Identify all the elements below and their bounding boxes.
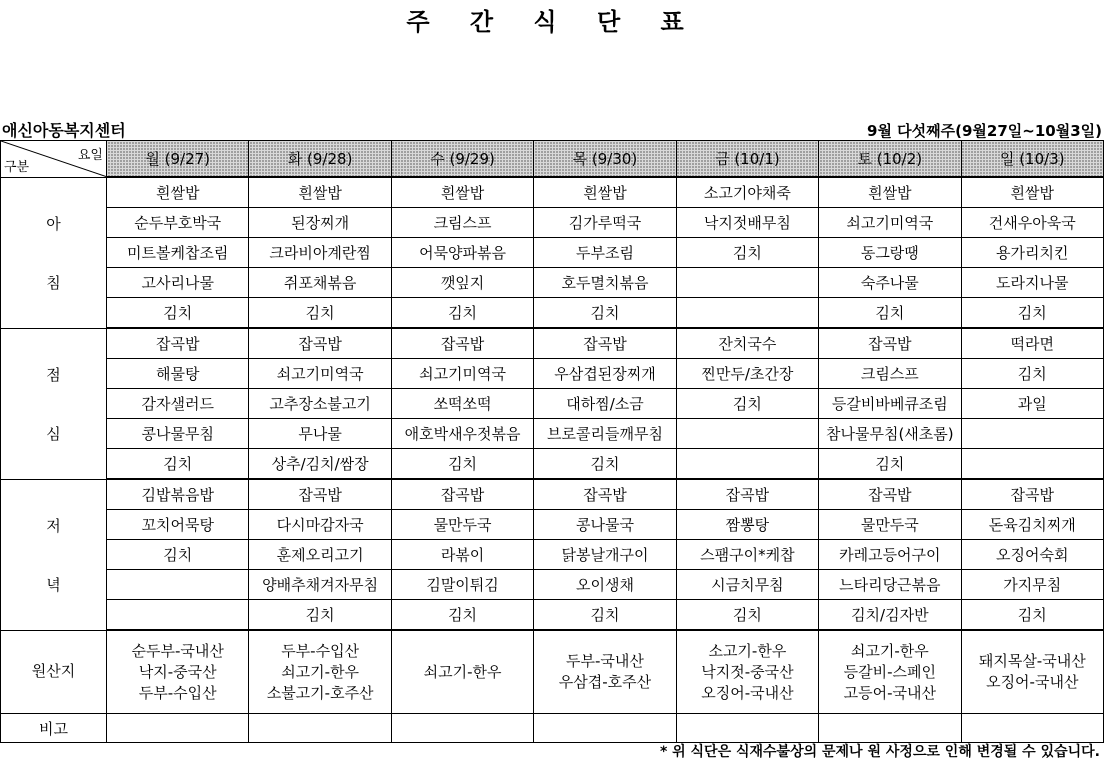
menu-item: 김치 xyxy=(107,449,249,480)
menu-item: 건새우아욱국 xyxy=(961,208,1103,238)
menu-item: 용가리치킨 xyxy=(961,238,1103,268)
menu-item: 잡곡밥 xyxy=(107,328,249,359)
menu-item: 김치 xyxy=(391,449,533,480)
menu-item: 김치 xyxy=(249,298,391,329)
dinner-row xyxy=(1,540,1104,570)
breakfast-row xyxy=(1,177,1104,208)
origin-line: 우삼겹-호주산 xyxy=(558,673,652,691)
origin-line: 쇠고기-한우 xyxy=(423,662,502,681)
meal-label-bottom: 심 xyxy=(46,424,61,443)
lunch-row xyxy=(1,328,1104,359)
menu-item: 무나물 xyxy=(249,419,391,449)
menu-item xyxy=(107,600,249,631)
menu-item xyxy=(961,449,1103,480)
menu-item: 잡곡밥 xyxy=(819,328,961,359)
menu-item: 브로콜리들깨무침 xyxy=(534,419,676,449)
menu-item: 소고기야채죽 xyxy=(676,177,818,208)
menu-item: 쥐포채볶음 xyxy=(249,268,391,298)
menu-item: 물만두국 xyxy=(391,510,533,540)
note-cell xyxy=(534,714,676,743)
dinner-row xyxy=(1,479,1104,510)
day-header: 토 (10/2) xyxy=(819,141,961,178)
menu-item: 김치 xyxy=(961,298,1103,329)
menu-item: 고추장소불고기 xyxy=(249,389,391,419)
origin-line: 쇠고기-한우 xyxy=(850,641,929,660)
origin-line: 순두부-국내산 xyxy=(131,641,224,660)
menu-item: 동그랑땡 xyxy=(819,238,961,268)
lunch-row xyxy=(1,419,1104,449)
menu-item: 스팸구이*케찹 xyxy=(676,540,818,570)
menu-item: 김치 xyxy=(819,449,961,480)
corner-day-label: 요일 xyxy=(77,148,103,163)
menu-item: 애호박새우젓볶음 xyxy=(391,419,533,449)
note-cell xyxy=(107,714,249,743)
breakfast-row xyxy=(1,238,1104,268)
menu-item: 김말이튀김 xyxy=(391,570,533,600)
menu-body xyxy=(1,177,1104,743)
breakfast-row xyxy=(1,298,1104,329)
day-header: 금 (10/1) xyxy=(676,141,818,178)
menu-item: 김치 xyxy=(391,298,533,329)
menu-item: 쇠고기미역국 xyxy=(391,359,533,389)
meal-label-top: 저 xyxy=(46,516,61,535)
menu-item: 김치 xyxy=(107,298,249,329)
origin-line: 등갈비-스페인 xyxy=(843,662,936,681)
note-cell xyxy=(819,714,961,743)
origin-cell xyxy=(249,630,391,714)
menu-item: 흰쌀밥 xyxy=(249,177,391,208)
menu-item: 미트볼케찹조림 xyxy=(107,238,249,268)
menu-item: 잔치국수 xyxy=(676,328,818,359)
menu-item: 김가루떡국 xyxy=(534,208,676,238)
menu-item: 크림스프 xyxy=(391,208,533,238)
menu-item: 콩나물국 xyxy=(534,510,676,540)
menu-item: 참나물무침(새초롬) xyxy=(819,419,961,449)
menu-item: 김치 xyxy=(676,389,818,419)
lunch-row xyxy=(1,449,1104,480)
menu-item: 김치 xyxy=(819,298,961,329)
menu-item: 물만두국 xyxy=(819,510,961,540)
origin-row xyxy=(1,630,1104,714)
menu-item: 흰쌀밥 xyxy=(107,177,249,208)
menu-item: 잡곡밥 xyxy=(249,479,391,510)
menu-item xyxy=(676,298,818,329)
corner-header xyxy=(1,141,107,178)
weekly-menu-table xyxy=(0,140,1104,743)
menu-item: 고사리나물 xyxy=(107,268,249,298)
day-header: 월 (9/27) xyxy=(107,141,249,178)
breakfast-row xyxy=(1,208,1104,238)
origin-line: 돼지목살-국내산 xyxy=(978,652,1086,670)
day-header: 수 (9/29) xyxy=(391,141,533,178)
meal-label-top: 점 xyxy=(46,365,61,384)
menu-item: 김밥볶음밥 xyxy=(107,479,249,510)
menu-item: 찐만두/초간장 xyxy=(676,359,818,389)
menu-item: 짬뽕탕 xyxy=(676,510,818,540)
menu-item: 훈제오리고기 xyxy=(249,540,391,570)
menu-item: 도라지나물 xyxy=(961,268,1103,298)
breakfast-row xyxy=(1,268,1104,298)
origin-line: 고등어-국내산 xyxy=(843,683,936,702)
origin-line: 소불고기-호주산 xyxy=(266,683,374,702)
menu-item xyxy=(676,449,818,480)
menu-item: 김치 xyxy=(534,600,676,631)
origin-line: 두부-국내산 xyxy=(566,652,644,670)
origin-cell xyxy=(819,630,961,714)
menu-item: 흰쌀밥 xyxy=(819,177,961,208)
note-row xyxy=(1,714,1104,743)
menu-item: 쏘떡쏘떡 xyxy=(391,389,533,419)
menu-item: 과일 xyxy=(961,389,1103,419)
meal-label-bottom: 녁 xyxy=(46,575,61,594)
menu-item xyxy=(676,419,818,449)
dinner-label xyxy=(1,479,107,630)
origin-line: 소고기-한우 xyxy=(708,641,787,660)
origin-line: 두부-수입산 xyxy=(138,683,217,702)
menu-item: 꼬치어묵탕 xyxy=(107,510,249,540)
menu-item: 쇠고기미역국 xyxy=(819,208,961,238)
origin-line: 오징어-국내산 xyxy=(986,673,1079,691)
origin-label: 원산지 xyxy=(1,630,107,714)
menu-item: 대하찜/소금 xyxy=(534,389,676,419)
menu-item: 김치 xyxy=(107,540,249,570)
menu-item: 오징어숙회 xyxy=(961,540,1103,570)
menu-item: 김치 xyxy=(391,600,533,631)
menu-item: 크림스프 xyxy=(819,359,961,389)
menu-item: 김치/김자반 xyxy=(819,600,961,631)
menu-item: 양배추채겨자무침 xyxy=(249,570,391,600)
menu-item: 느타리당근볶음 xyxy=(819,570,961,600)
origin-cell xyxy=(961,630,1103,714)
menu-item: 카레고등어구이 xyxy=(819,540,961,570)
menu-item: 흰쌀밥 xyxy=(534,177,676,208)
menu-item: 잡곡밥 xyxy=(534,328,676,359)
menu-item: 흰쌀밥 xyxy=(961,177,1103,208)
menu-item: 상추/김치/쌈장 xyxy=(249,449,391,480)
origin-cell xyxy=(107,630,249,714)
meal-label-top: 아 xyxy=(46,214,61,233)
day-header: 화 (9/28) xyxy=(249,141,391,178)
menu-item: 등갈비바베큐조림 xyxy=(819,389,961,419)
footnote: * 위 식단은 식재수불상의 문제나 원 사정으로 인해 변경될 수 있습니다. xyxy=(659,744,1100,760)
menu-item: 김치 xyxy=(961,600,1103,631)
menu-item: 김치 xyxy=(961,359,1103,389)
header-row xyxy=(1,141,1104,178)
menu-item: 잡곡밥 xyxy=(819,479,961,510)
dinner-row xyxy=(1,570,1104,600)
menu-item: 가지무침 xyxy=(961,570,1103,600)
menu-item: 김치 xyxy=(249,600,391,631)
menu-item: 쇠고기미역국 xyxy=(249,359,391,389)
lunch-row xyxy=(1,359,1104,389)
menu-item: 낙지젓배무침 xyxy=(676,208,818,238)
origin-line: 낙지젓-중국산 xyxy=(701,662,794,681)
menu-item: 깻잎지 xyxy=(391,268,533,298)
menu-item: 잡곡밥 xyxy=(534,479,676,510)
week-label: 9월 다섯째주(9월27일~10월3일) xyxy=(867,122,1102,140)
origin-line: 쇠고기-한우 xyxy=(281,662,360,681)
note-cell xyxy=(391,714,533,743)
menu-item: 우삼겹된장찌개 xyxy=(534,359,676,389)
menu-item: 닭봉날개구이 xyxy=(534,540,676,570)
menu-item: 순두부호박국 xyxy=(107,208,249,238)
menu-item: 감자샐러드 xyxy=(107,389,249,419)
breakfast-label xyxy=(1,177,107,328)
menu-item: 두부조림 xyxy=(534,238,676,268)
menu-item: 잡곡밥 xyxy=(676,479,818,510)
dinner-row xyxy=(1,510,1104,540)
day-header: 일 (10/3) xyxy=(961,141,1103,178)
menu-item: 김치 xyxy=(676,600,818,631)
note-cell xyxy=(961,714,1103,743)
lunch-row xyxy=(1,389,1104,419)
day-header: 목 (9/30) xyxy=(534,141,676,178)
menu-item: 크라비아계란찜 xyxy=(249,238,391,268)
origin-cell xyxy=(391,630,533,714)
menu-item: 잡곡밥 xyxy=(961,479,1103,510)
menu-item: 잡곡밥 xyxy=(249,328,391,359)
menu-item: 김치 xyxy=(534,449,676,480)
menu-item: 김치 xyxy=(676,238,818,268)
meal-label-bottom: 침 xyxy=(46,273,61,292)
dinner-row xyxy=(1,600,1104,631)
menu-item: 돈육김치찌개 xyxy=(961,510,1103,540)
menu-item: 숙주나물 xyxy=(819,268,961,298)
origin-cell xyxy=(676,630,818,714)
menu-item: 된장찌개 xyxy=(249,208,391,238)
menu-item: 잡곡밥 xyxy=(391,328,533,359)
menu-item xyxy=(961,419,1103,449)
lunch-label xyxy=(1,328,107,479)
note-cell xyxy=(249,714,391,743)
origin-line: 낙지-중국산 xyxy=(138,662,217,681)
page-title: 주 간 식 단 표 xyxy=(406,8,700,36)
menu-item: 떡라면 xyxy=(961,328,1103,359)
menu-item: 다시마감자국 xyxy=(249,510,391,540)
menu-item: 해물탕 xyxy=(107,359,249,389)
menu-item: 라볶이 xyxy=(391,540,533,570)
corner-category-label: 구분 xyxy=(4,159,30,175)
center-name: 애신아동복지센터 xyxy=(2,121,126,140)
menu-item: 시금치무침 xyxy=(676,570,818,600)
note-label: 비고 xyxy=(1,714,107,743)
menu-item: 흰쌀밥 xyxy=(391,177,533,208)
menu-item: 김치 xyxy=(534,298,676,329)
note-cell xyxy=(676,714,818,743)
menu-item xyxy=(107,570,249,600)
menu-item: 호두멸치볶음 xyxy=(534,268,676,298)
menu-item: 잡곡밥 xyxy=(391,479,533,510)
menu-item xyxy=(676,268,818,298)
origin-line: 두부-수입산 xyxy=(281,641,360,660)
menu-item: 어묵양파볶음 xyxy=(391,238,533,268)
origin-line: 오징어-국내산 xyxy=(701,683,794,702)
origin-cell xyxy=(534,630,676,714)
menu-item: 오이생채 xyxy=(534,570,676,600)
menu-item: 콩나물무침 xyxy=(107,419,249,449)
